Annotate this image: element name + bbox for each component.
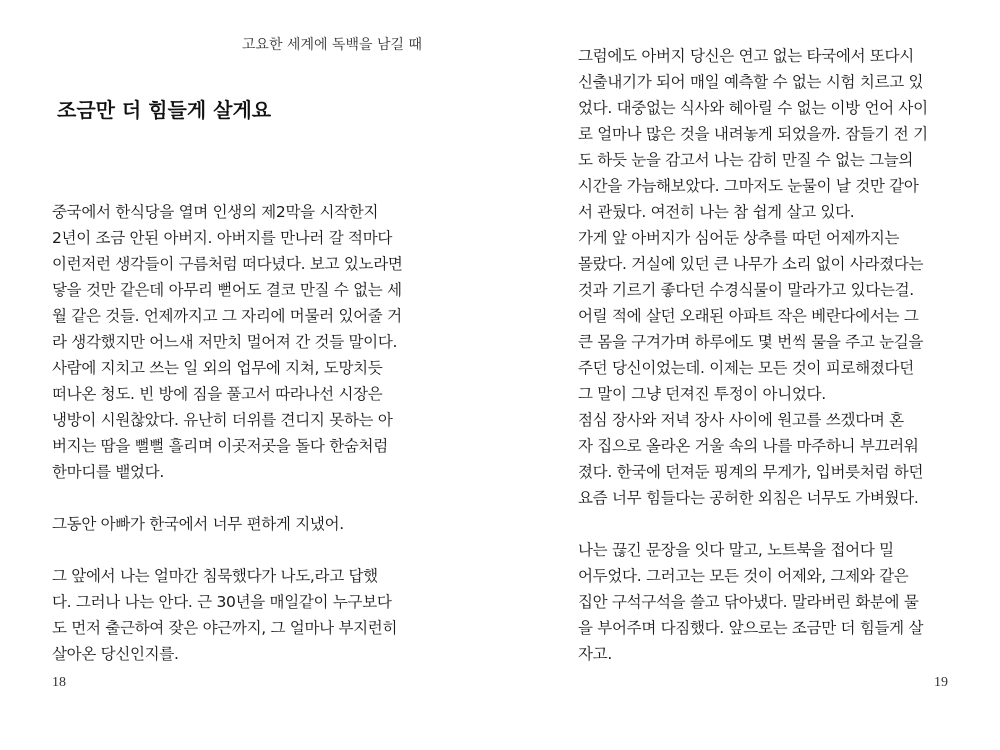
text-line: 요즘 너무 힘들다는 공허한 외침은 너무도 가벼웠다. — [578, 489, 919, 507]
text-line: 사람에 지치고 쓰는 일 외의 업무에 지쳐, 도망치듯 — [52, 359, 383, 377]
paragraph-gap — [52, 485, 403, 511]
right-body-text — [578, 43, 928, 667]
text-line: 로 얼마나 많은 것을 내려놓게 되었을까. 잠들기 전 기 — [578, 125, 928, 143]
text-line: 한마디를 뱉었다. — [52, 463, 164, 481]
right-page — [500, 0, 1000, 750]
left-body-text — [52, 199, 403, 667]
text-line: 을 부어주며 다짐했다. 앞으로는 조금만 더 힘들게 살 — [578, 619, 924, 637]
paragraph-gap — [52, 537, 403, 563]
text-line: 라 생각했지만 어느새 저만치 멀어져 간 것들 말이다. — [52, 333, 398, 351]
text-line: 그 앞에서 나는 얼마간 침묵했다가 나도,라고 답했 — [52, 567, 378, 585]
text-line: 큰 몸을 구겨가며 하루에도 몇 번씩 물을 주고 눈길을 — [578, 333, 924, 351]
text-line: 냉방이 시원찮았다. 유난히 더위를 견디지 못하는 아 — [52, 411, 393, 429]
text-line: 집안 구석구석을 쓸고 닦아냈다. 말라버린 화분에 물 — [578, 593, 919, 611]
text-line: 그동안 아빠가 한국에서 너무 편하게 지냈어. — [52, 515, 344, 533]
text-line: 졌다. 한국에 던져둔 핑계의 무게가, 입버릇처럼 하던 — [578, 463, 924, 481]
text-line: 어두었다. 그러고는 모든 것이 어제와, 그제와 같은 — [578, 567, 909, 585]
text-line: 그럼에도 아버지 당신은 연고 없는 타국에서 또다시 — [578, 47, 914, 65]
text-line: 살아온 당신인지를. — [52, 645, 179, 663]
text-line: 자 집으로 올라온 거울 속의 나를 마주하니 부끄러워 — [578, 437, 919, 455]
text-line: 다. 그러나 나는 안다. 근 30년을 매일같이 누구보다 — [52, 593, 392, 611]
text-line: 점심 장사와 저녁 장사 사이에 원고를 쓰겠다며 혼 — [578, 411, 904, 429]
text-line: 중국에서 한식당을 열며 인생의 제2막을 시작한지 — [52, 203, 379, 221]
text-line: 그 말이 그냥 던져진 투정이 아니었다. — [578, 385, 826, 403]
paragraph-gap — [578, 511, 928, 537]
text-line: 어릴 적에 살던 오래된 아파트 작은 베란다에서는 그 — [578, 307, 919, 325]
text-line: 신출내기가 되어 매일 예측할 수 없는 시험 치르고 있 — [578, 73, 924, 91]
text-line: 서 관뒀다. 여전히 나는 참 쉽게 살고 있다. — [578, 203, 855, 221]
text-line: 가게 앞 아버지가 심어둔 상추를 따던 어제까지는 — [578, 229, 900, 247]
text-line: 나는 끊긴 문장을 잇다 말고, 노트북을 접어다 밀 — [578, 541, 894, 559]
text-line: 것과 기르기 좋다던 수경식물이 말라가고 있다는걸. — [578, 281, 914, 299]
running-head: 고요한 세계에 독백을 남길 때 — [241, 37, 422, 53]
chapter-title: 조금만 더 힘들게 살게요 — [57, 98, 272, 122]
text-line: 이런저런 생각들이 구름처럼 떠다녔다. 보고 있노라면 — [52, 255, 403, 273]
text-line: 닿을 것만 같은데 아무리 뻗어도 결코 만질 수 없는 세 — [52, 281, 402, 299]
text-line: 시간을 가늠해보았다. 그마저도 눈물이 날 것만 같아 — [578, 177, 919, 195]
text-line: 떠나온 청도. 빈 방에 짐을 풀고서 따라나선 시장은 — [52, 385, 383, 403]
text-line: 자고. — [578, 645, 612, 663]
text-line: 몰랐다. 거실에 있던 큰 나무가 소리 없이 사라졌다는 — [578, 255, 924, 273]
page-number-right: 19 — [934, 675, 948, 690]
text-line: 버지는 땀을 뻘뻘 흘리며 이곳저곳을 돌다 한숨처럼 — [52, 437, 388, 455]
text-line: 도 하듯 눈을 감고서 나는 감히 만질 수 없는 그늘의 — [578, 151, 914, 169]
text-line: 주던 당신이었는데. 이제는 모든 것이 피로해졌다던 — [578, 359, 914, 377]
text-line: 었다. 대중없는 식사와 헤아릴 수 없는 이방 언어 사이 — [578, 99, 928, 117]
text-line: 2년이 조금 안된 아버지. 아버지를 만나러 갈 적마다 — [52, 229, 393, 247]
page-number-left: 18 — [52, 675, 66, 690]
text-line: 도 먼저 출근하여 잦은 야근까지, 그 얼마나 부지런히 — [52, 619, 398, 637]
text-line: 월 같은 것들. 언제까지고 그 자리에 머물러 있어줄 거 — [52, 307, 402, 325]
